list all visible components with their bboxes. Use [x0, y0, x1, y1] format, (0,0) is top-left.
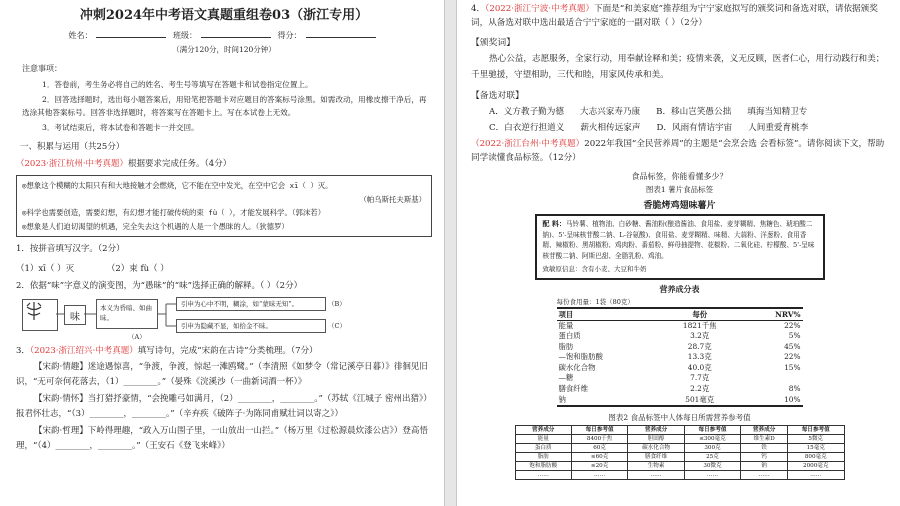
section-heading: 一、积累与运用（共25分）: [20, 142, 125, 152]
table-cell: 8400千焦: [571, 435, 627, 444]
table-cell: 3.2克: [690, 331, 710, 341]
poem-line: 【宋韵·情趣】迷途遇惊喜，“争渡，争渡，惊起一滩鸥鹭。”（李清照《如梦令（常记溪亭日暮）》徘徊见旧识，“无可奈何花落去，（1）________。”（晏殊《浣溪沙（一曲新词酒一杯）》: [16, 362, 428, 387]
table-row: [557, 363, 803, 374]
table-row: [557, 384, 803, 395]
nutrition-title: 营养成分表: [659, 283, 700, 294]
figure-2-caption: 图表2 食品标签中人体每日所需营养参考值: [608, 413, 751, 423]
table-row: [515, 435, 844, 444]
source-tag: （2022·浙江宁波·中考真题）: [485, 4, 595, 14]
notes-title: 注意事项：: [22, 64, 62, 73]
table-cell: 501毫克: [685, 394, 715, 404]
table-header-row: [515, 426, 844, 435]
note-item: 2．回答选择题时，选出每小题答案后，用铅笔把答题卡对应题目的答案标号涂黑。如需改动，用橡皮擦干净后，再选涂其他答案标号。回答非选择题时，将答案写在答题卡上。写在本试卷上无效。: [22, 95, 427, 117]
table-row: [557, 320, 803, 331]
table-cell: 钙: [741, 453, 788, 462]
table-cell: 膳食纤维: [558, 384, 589, 394]
table-cell: 25克: [684, 453, 740, 462]
pinyin-row: [16, 262, 432, 274]
couplet-option-c[interactable]: C．白衣逆行担道义: [489, 123, 565, 133]
table-cell: 800毫克: [788, 453, 844, 462]
ingredients-box: [535, 214, 825, 280]
source-tag: （2023·浙江杭州·中考真题）: [16, 159, 129, 169]
table-row: [557, 373, 803, 384]
table-cell: 生物素: [628, 462, 684, 471]
table-cell: ……: [571, 471, 627, 480]
poem-line: 【宋韵·情怀】当打猎抒豪情，“会挽雕弓如满月，（2）________，________。”（苏轼《江城子 密州出猎》）报君怀壮志，“（3）________，________。”（辛弃疾《破阵子·为陈同甫赋壮词以寄之》）: [16, 394, 432, 419]
option-b-tag: （B）: [328, 300, 346, 308]
couplet-row: [489, 121, 888, 133]
column-header: 营养成分: [628, 426, 684, 435]
column-header: 每日参考值: [788, 426, 844, 435]
seal-glyph-drawing: [23, 300, 45, 322]
table-cell: 维生素D: [741, 435, 788, 444]
table-cell: ……: [628, 471, 684, 480]
table-cell: 饱和脂肪酸: [515, 462, 571, 471]
table-cell: 1821千焦: [682, 320, 717, 330]
question-number: 4．: [471, 4, 486, 14]
question-text: 填写诗句，完成“宋韵在古诗”分类梳理。（7分）: [137, 346, 318, 356]
question-text: 下面是“和美家庭”推荐组为宁宁家庭拟写的颁奖词和备选对联，请依据颁奖词，从备选对联中选出最适合宁宁家庭的一副对联（ ）（2分）: [471, 4, 878, 28]
table-row: [515, 471, 844, 480]
serving-size: 每份食用量：1袋（80克）: [556, 297, 634, 306]
couplet-option-d-line2[interactable]: 人间重爱育桃李: [748, 123, 809, 133]
couplet-option-a-line2[interactable]: 大志兴家寿乃康: [579, 107, 641, 117]
column-header: 每日参考值: [571, 426, 627, 435]
table-cell: 钠: [558, 394, 566, 404]
score-blank[interactable]: [306, 29, 376, 38]
column-header: 营养成分: [741, 426, 788, 435]
excerpt-line: ◎想象是人们迫切渴望的机遇，完全失去这个机遇的人是一个愚昧的人。（狄德罗）: [22, 221, 289, 231]
option-a-tag: （A）: [128, 333, 146, 341]
score-label: 得分：: [277, 31, 302, 40]
ingredients-text: 马铃薯、植物油、白砂糖、酱油粉(酿造酱油、食用盐、麦芽糊精、焦糖色、琥珀酸二钠)、5'-呈味核苷酸二钠、L-谷氨酸)、食用盐、麦芽糊精、味精、大蒜粉、洋葱粉、食用香精、辣椒粉、黑胡椒粉、鸡肉粉、番茄粉、鲜母抽提物、花椒粉、二氧化硅、柠檬酸、5'-呈味核苷酸二钠、阿斯巴甜、全脂乳粉、鸡油。: [542, 220, 815, 260]
table-cell: 蛋白质: [558, 331, 581, 341]
table-cell: 脂肪: [558, 341, 574, 351]
table-cell: 脂肪: [515, 453, 571, 462]
table-cell: ≤20克: [571, 462, 627, 471]
note-item: 3．考试结束后，将本试卷和答题卡一并交回。: [42, 123, 199, 132]
poem-line: 【宋韵·哲理】下岭得理趣，“政入万山围子里，一山放出一山拦。”（杨万里《过松源晨炊漆公店》）登高悟理，“（4）________，________。”（王安石《登飞来峰》）: [16, 426, 428, 451]
table-row: [557, 342, 803, 353]
table-cell: —饱和脂肪酸: [558, 352, 603, 362]
table-cell: ……: [515, 471, 571, 480]
excerpt-line: ◎想象这个模糊的太阳只有和大地接触才会燃烧，它不能在空中发光，在空中它会 xī（ ）灭。: [22, 181, 333, 190]
table-cell: 蛋白质: [515, 444, 571, 453]
table-cell: 22%: [784, 352, 801, 362]
table-cell: 钠: [741, 462, 788, 471]
table-row: [557, 331, 803, 342]
table-cell: [740, 373, 803, 384]
left-page: [0, 0, 445, 506]
couplet-row: [489, 105, 888, 117]
question-number: 3．: [16, 346, 30, 356]
table-cell: ≤60克: [571, 453, 627, 462]
class-label: 班级：: [173, 31, 197, 40]
base-meaning-box: 本义为昏暗、如曲昧。: [96, 299, 158, 329]
column-header: 项目: [557, 308, 660, 321]
table-cell: 7.7克: [690, 373, 710, 383]
table-row: [515, 462, 844, 471]
award-text: 热心公益，志愿服务，全家行动，用奉献诠释和美；疫情来袭，义无反顾，医者仁心，用行动践行和美；千里驰援，守望相助，三代和睦，用家风传承和美。: [471, 54, 885, 80]
question-text: 2022年我国“全民营养周”的主题是“会烹会选 会看标签”。请你阅读下文，帮助同学读懂食品标签。（12分）: [471, 139, 885, 163]
nutrition-facts: [557, 284, 803, 408]
allergen-info: 致敏原信息：含有小麦、大豆和牛奶: [542, 265, 647, 273]
right-page: [456, 0, 900, 506]
sub-question-1: 1．按拼音填写汉字。（2分）: [16, 244, 125, 254]
table-cell: 30微克: [684, 462, 740, 471]
column-header: 营养成分: [515, 426, 571, 435]
table-row: [557, 395, 803, 407]
couplet-option-d[interactable]: D．风雨有情诘宇宙: [656, 123, 733, 133]
ingredients-label: 配 料：: [542, 219, 566, 228]
food-label: [535, 198, 825, 280]
name-blank[interactable]: [96, 29, 166, 38]
couplet-option-a[interactable]: A．义方教子勤为德: [489, 107, 564, 117]
question-1: [16, 158, 432, 171]
product-name: 香脆烤鸡翅味薯片: [643, 201, 716, 211]
class-blank[interactable]: [201, 29, 271, 38]
source-tag: （2023·浙江绍兴·中考真题）: [29, 346, 138, 356]
award-title: 【颁奖词】: [471, 38, 515, 48]
pinyin-item[interactable]: （2）束 fù（ ）: [106, 264, 169, 274]
seal-script-glyph-icon: [22, 299, 58, 331]
table-cell: 5微克: [788, 435, 844, 444]
table-cell: 40.0克: [687, 362, 712, 372]
nutrition-table: [557, 307, 803, 408]
excerpt-box: [16, 175, 432, 237]
student-info-line: [16, 29, 432, 41]
source-tag: （2022·浙江台州·中考真题）: [471, 139, 585, 149]
table-cell: 5%: [788, 331, 801, 341]
table-row: [515, 444, 844, 453]
question-5: [471, 137, 888, 165]
option-b-box[interactable]: 引申为心中不明，糊涂，如“蒙昧无知”。: [176, 297, 326, 311]
table-cell: 能量: [558, 320, 574, 330]
table-cell: ……: [741, 471, 788, 480]
article-title: 食品标签，你能看懂多少？: [631, 172, 728, 181]
table-cell: ≤300毫克: [684, 435, 740, 444]
reference-values-table: [515, 425, 845, 480]
name-label: 姓名：: [68, 31, 93, 40]
table-cell: 2000毫克: [788, 462, 844, 471]
table-cell: 10%: [784, 394, 801, 404]
score-time-line: （满分120分，时间120分钟）: [172, 45, 276, 54]
question-3: [16, 345, 432, 358]
table-cell: 膳食纤维: [628, 453, 684, 462]
table-cell: 13.3克: [687, 352, 712, 362]
table-cell: 45%: [784, 341, 801, 351]
table-cell: 15毫克: [788, 444, 844, 453]
column-header: NRV%: [740, 308, 803, 321]
table-cell: 60克: [571, 444, 627, 453]
table-cell: 28.7克: [687, 341, 712, 351]
table-cell: 22%: [784, 320, 801, 330]
table-cell: 8%: [788, 384, 801, 394]
character-box: 味: [64, 305, 86, 325]
question-4: [471, 2, 888, 30]
table-cell: —糖: [558, 373, 574, 383]
note-item: 1．答卷前，考生务必将自己的姓名、考生号等填写在答题卡和试卷指定位置上。: [42, 80, 313, 89]
table-cell: 2.2克: [690, 384, 710, 394]
table-cell: 15%: [784, 362, 801, 372]
exam-title: 冲刺2024年中考语文真题重组卷03（浙江专用）: [79, 8, 369, 23]
table-cell: ……: [788, 471, 844, 480]
sub-question-2: 2．依据“味”字意义的演变图，为“愚昧”的“味”选择正确的解释。（ ）（2分）: [16, 281, 303, 291]
table-cell: ……: [684, 471, 740, 480]
column-header: 每份: [660, 308, 740, 321]
couplet-option-b[interactable]: B．移山岂笑愚公拙: [656, 107, 732, 117]
excerpt-source: （帕乌斯托夫斯基）: [359, 194, 426, 204]
excerpt-line: ◎科学也需要创造，需要幻想，有幻想才能打破传统的束 fù（ ），才能发展科学。（郭沫若）: [22, 208, 326, 217]
couplet-option-b-line2[interactable]: 填海当知精卫专: [747, 107, 808, 117]
option-c-box[interactable]: 引申为隐藏不显，如拾金不昧。: [176, 319, 326, 333]
pinyin-item[interactable]: （1）xī（ ）灭: [16, 264, 75, 274]
table-cell: 300克: [684, 444, 740, 453]
question-text: 根据要求完成任务。（4分）: [128, 159, 232, 169]
column-header: 每日参考值: [684, 426, 740, 435]
meaning-evolution-diagram: [16, 297, 432, 343]
table-cell: 铁: [741, 444, 788, 453]
couplets-title: 【备选对联】: [471, 91, 524, 101]
table-cell: 能量: [515, 435, 571, 444]
table-row: [515, 453, 844, 462]
figure-1-caption: 图表1 薯片食品标签: [645, 185, 714, 194]
option-c-tag: （C）: [328, 322, 346, 330]
table-cell: 碳水化合物: [558, 362, 596, 372]
table-header-row: [557, 308, 803, 321]
couplet-option-c-line2[interactable]: 薪火相传远家声: [580, 123, 641, 133]
table-cell: 胆固醇: [628, 435, 684, 444]
table-cell: 碳水化合物: [628, 444, 684, 453]
table-row: [557, 352, 803, 363]
